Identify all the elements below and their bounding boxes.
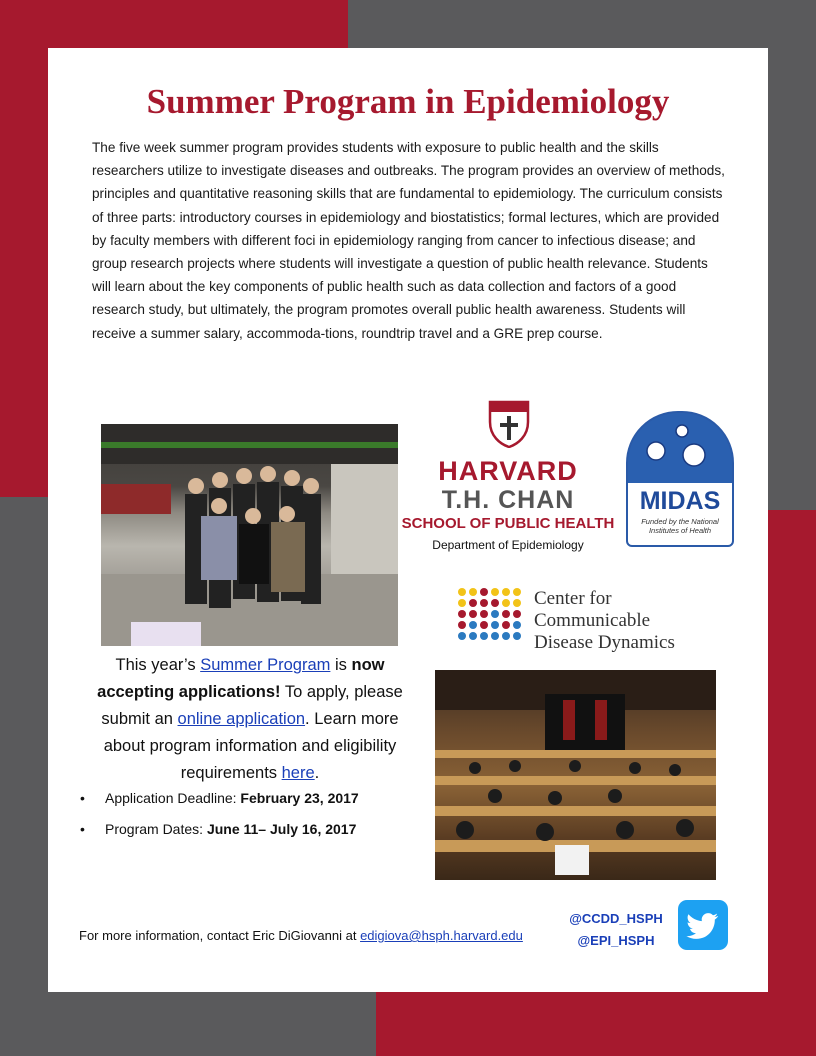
flyer-card [48,48,768,992]
summer-program-link[interactable]: Summer Program [200,656,331,674]
ccdd-line3: Disease Dynamics [534,632,675,653]
twitter-bird-icon [678,900,728,950]
midas-funding: Funded by the National Institutes of Health [641,517,719,535]
contact-info: For more information, contact Eric DiGiovanni at edigiova@hsph.harvard.edu [79,928,523,943]
department-name: Department of Epidemiology [432,538,584,552]
midas-name: MIDAS [639,487,721,515]
online-application-link[interactable]: online application [177,710,306,728]
background-red-bottom [376,990,816,1056]
accepting-applications: now accepting applications! [97,656,385,701]
contact-email-link[interactable]: edigiova@hsph.harvard.edu [360,928,523,943]
ccdd-line1: Center for [534,588,612,609]
lecture-hall-photo [435,670,716,880]
virus-icon [628,413,732,483]
harvard-chan-logo [400,398,616,558]
epi-twitter-handle[interactable]: @EPI_HSPH [577,933,655,948]
twitter-button[interactable] [678,900,728,950]
deadline-item: • Application Deadline: February 23, 2017 [80,790,420,821]
harvard-wordmark: HARVARD [438,456,578,486]
application-info: This year’s Summer Program is now accepting applications! To apply, please submit an online application. Learn more about program information and eligibility requirements here. [97,656,403,782]
twitter-handles [566,908,666,952]
harvard-shield-icon [488,400,530,448]
th-chan-wordmark: T.H. CHAN [441,486,575,514]
ccdd-dots-icon [456,586,524,650]
students-photo [101,424,398,646]
program-dates-item: • Program Dates: June 11– July 16, 2017 [80,821,420,852]
intro-paragraph: The five week summer program provides students with exposure to public health and the skills researchers utilize to investigate diseases and outbreaks. The program provides an overview of methods, principles and quantitative reasoning skills that are fundamental to epidemiology. The curriculum consists of three parts: introductory courses in epidemiology and biostatistics; formal lectures, which are provided by faculty members with different foci in epidemiology ranging from cancer to infectious disease; and group research projects where students will investigate a question of public health relevance. Students will learn about the key components of public health such as data collection and factors of a good research study, but ultimately, the program promotes overall public health awareness. Students will receive a summer salary, accommoda-tions, roundtrip travel and a GRE prep course. [92,140,725,341]
midas-logo [626,411,734,547]
ccdd-twitter-handle[interactable]: @CCDD_HSPH [569,911,663,926]
page-title: Summer Program in Epidemiology [146,82,670,121]
ccdd-line2: Communicable [534,610,651,631]
ccdd-logo [456,584,726,654]
here-link[interactable]: here [281,764,315,782]
school-name: SCHOOL OF PUBLIC HEALTH [401,515,615,532]
dates-list [80,790,420,852]
